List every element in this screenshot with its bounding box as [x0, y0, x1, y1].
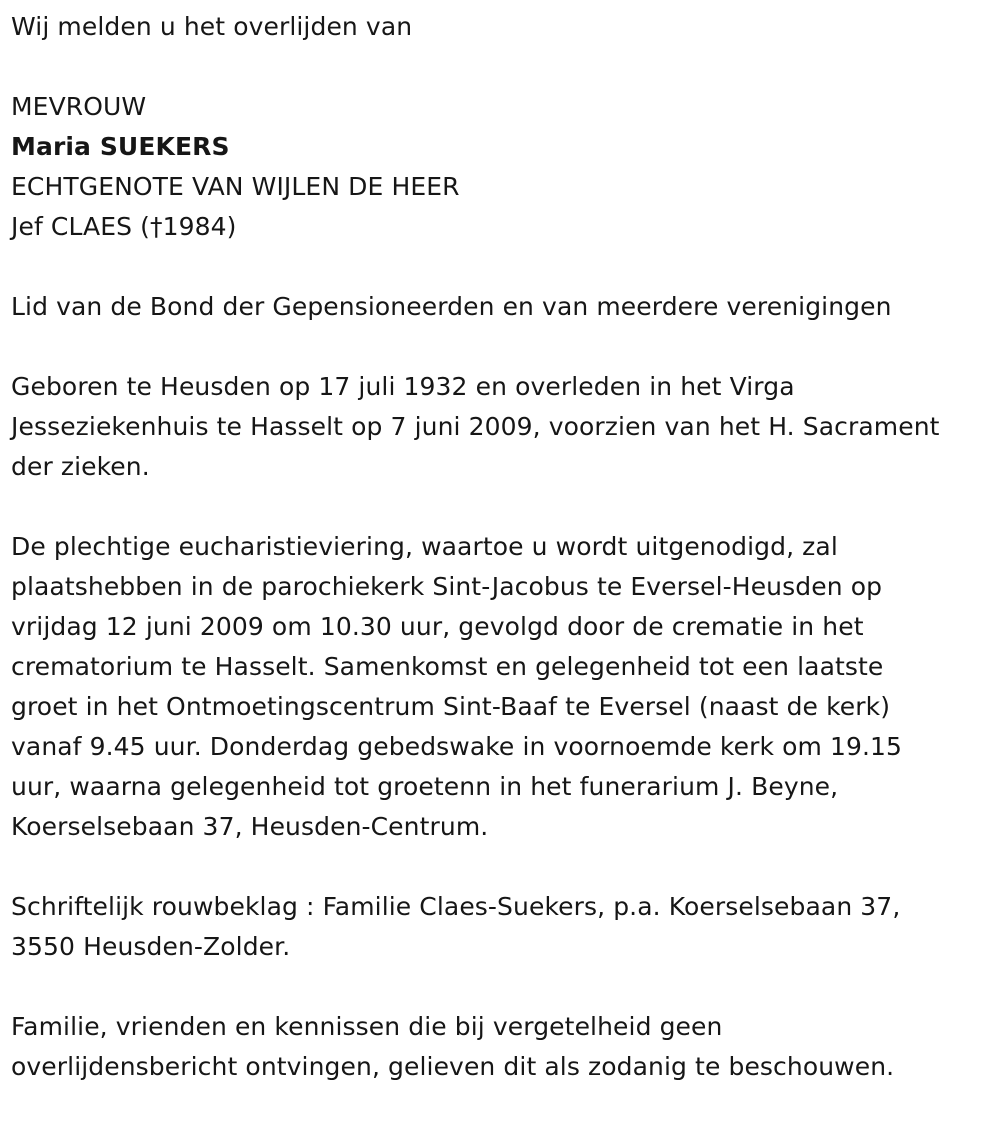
spacer: [11, 327, 991, 367]
paragraph-line: crematorium te Hasselt. Samenkomst en gelegenheid tot een laatste: [11, 652, 884, 681]
paragraph-line: vrijdag 12 juni 2009 om 10.30 uur, gevolgd door de crematie in het: [11, 612, 864, 641]
paragraph-line: groet in het Ontmoetingscentrum Sint-Baaf te Eversel (naast de kerk): [11, 692, 891, 721]
spacer: [11, 847, 991, 887]
paragraph-line: Koerselsebaan 37, Heusden-Centrum.: [11, 812, 489, 841]
paragraph-line: 3550 Heusden-Zolder.: [11, 932, 291, 961]
spacer: [11, 247, 991, 287]
paragraph-line: Jesseziekenhuis te Hasselt op 7 juni 2009, voorzien van het H. Sacrament: [11, 412, 940, 441]
birth-death-paragraph: [11, 367, 991, 487]
paragraph-line: Geboren te Heusden op 17 juli 1932 en overleden in het Virga: [11, 372, 795, 401]
paragraph-line: De plechtige eucharistieviering, waartoe u wordt uitgenodigd, zal: [11, 532, 838, 561]
death-notice: [11, 7, 991, 1087]
intro-text: Wij melden u het overlijden van: [11, 12, 413, 41]
spacer: [11, 487, 991, 527]
membership-text: Lid van de Bond der Gepensioneerden en van meerdere verenigingen: [11, 292, 892, 321]
spacer: [11, 967, 991, 1007]
ceremony-paragraph: [11, 527, 991, 847]
paragraph-line: der zieken.: [11, 452, 150, 481]
spouse-name: Jef CLAES (†1984): [11, 212, 237, 241]
paragraph-line: plaatshebben in de parochiekerk Sint-Jacobus te Eversel-Heusden op: [11, 572, 883, 601]
paragraph-line: Schriftelijk rouwbeklag : Familie Claes-Suekers, p.a. Koerselsebaan 37,: [11, 892, 901, 921]
condolence-paragraph: [11, 887, 991, 967]
honorific: MEVROUW: [11, 92, 147, 121]
deceased-name: Maria SUEKERS: [11, 132, 230, 161]
paragraph-line: overlijdensbericht ontvingen, gelieven dit als zodanig te beschouwen.: [11, 1052, 895, 1081]
paragraph-line: Familie, vrienden en kennissen die bij vergetelheid geen: [11, 1012, 723, 1041]
paragraph-line: vanaf 9.45 uur. Donderdag gebedswake in voornoemde kerk om 19.15: [11, 732, 903, 761]
closing-paragraph: [11, 1007, 991, 1087]
relation-text: ECHTGENOTE VAN WIJLEN DE HEER: [11, 172, 460, 201]
paragraph-line: uur, waarna gelegenheid tot groetenn in het funerarium J. Beyne,: [11, 772, 839, 801]
spacer: [11, 47, 991, 87]
